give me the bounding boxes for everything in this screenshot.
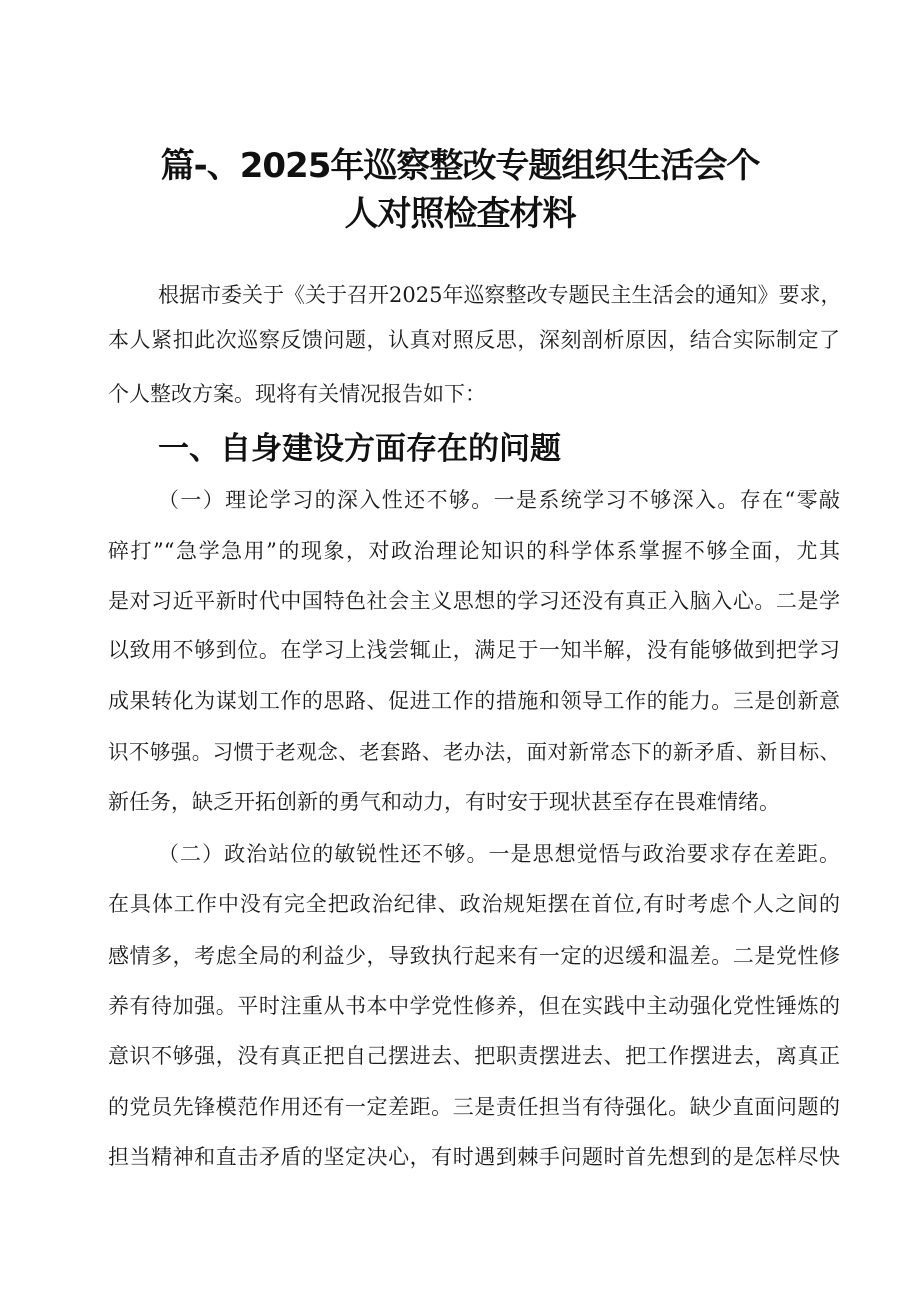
- para2-line-7: 担当精神和直击矛盾的坚定决心，有时遇到棘手问题时首先想到的是怎样尽快: [108, 1145, 840, 1169]
- para1-line-3: 是对习近平新时代中国特色社会主义思想的学习还没有真正入脑入心。二是学: [108, 589, 840, 613]
- para1-line-2: 碎打”“急学急用”的现象，对政治理论知识的科学体系掌握不够全面，尤其: [108, 539, 840, 563]
- para2-line-2: 在具体工作中没有完全把政治纪律、政治规矩摆在首位,有时考虑个人之间的: [108, 892, 840, 916]
- para2-line-3: 感情多，考虑全局的利益少，导致执行起来有一定的迟缓和温差。二是党性修: [108, 944, 840, 968]
- para2-line-4: 养有待加强。平时注重从书本中学党性修养，但在实践中主动强化党性锤炼的: [108, 994, 840, 1018]
- para1-line-4: 以致用不够到位。在学习上浅尝辄止，满足于一知半解，没有能够做到把学习: [108, 638, 840, 662]
- intro-line-2: 本人紧扣此次巡察反馈问题，认真对照反思，深刻剖析原因，结合实际制定了: [108, 328, 840, 352]
- document-title-line-1: 篇-、2025年巡察整改专题组织生活会个: [160, 146, 760, 186]
- para1-line-6: 识不够强。习惯于老观念、老套路、老办法，面对新常态下的新矛盾、新目标、: [108, 740, 840, 764]
- para2-line-5: 意识不够强，没有真正把自己摆进去、把职责摆进去、把工作摆进去，离真正: [108, 1044, 840, 1068]
- para2-line-1: （二）政治站位的敏锐性还不够。一是思想觉悟与政治要求存在差距。: [158, 842, 840, 866]
- section-heading: 一、自身建设方面存在的问题: [158, 431, 561, 467]
- document-title-line-2: 人对照检查材料: [344, 194, 576, 234]
- para1-line-1: （一）理论学习的深入性还不够。一是系统学习不够深入。存在“零敲: [158, 488, 840, 512]
- para1-line-5: 成果转化为谋划工作的思路、促进工作的措施和领导工作的能力。三是创新意: [108, 689, 840, 713]
- intro-line-1: 根据市委关于《关于召开2025年巡察整改专题民主生活会的通知》要求，: [158, 283, 842, 307]
- para2-line-6: 的党员先锋模范作用还有一定差距。三是责任担当有待强化。缺少直面问题的: [108, 1095, 840, 1119]
- para1-line-7: 新任务，缺乏开拓创新的勇气和动力，有时安于现状甚至存在畏难情绪。: [108, 790, 780, 814]
- intro-line-3: 个人整改方案。现将有关情况报告如下：: [108, 382, 486, 406]
